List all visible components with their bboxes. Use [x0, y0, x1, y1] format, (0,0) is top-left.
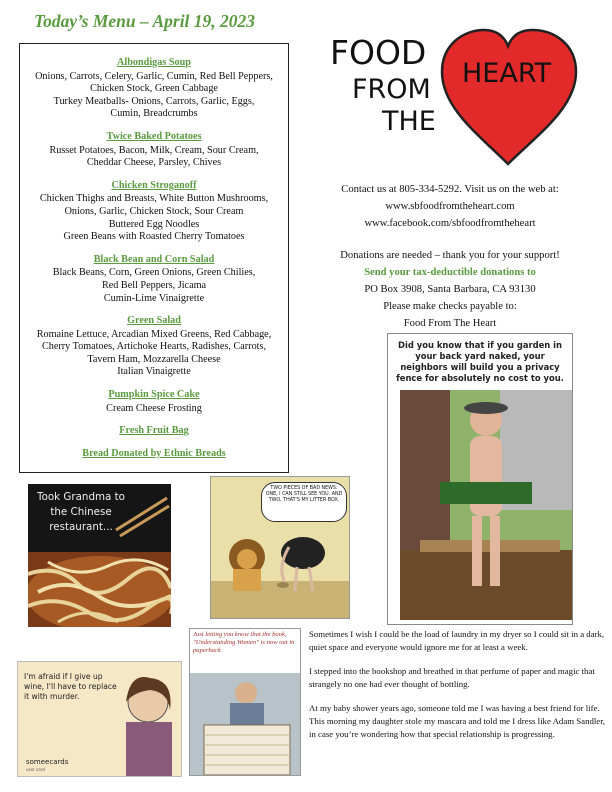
menu-section-line: Cheddar Cheese, Parsley, Chives — [86, 157, 222, 169]
menu-section-line: Black Beans, Corn, Green Onions, Green Chilies, — [52, 267, 256, 279]
joke-paragraph: At my baby shower years ago, someone told me I was having a best friend for life. This morning my daughter stole my mascara and told me I dress like Adam Sandler, in case you’re wondering how that special relationship is progressing. — [309, 702, 605, 740]
wine-meme — [17, 661, 182, 777]
menu-section-line: Cream Cheese Frosting — [106, 402, 202, 414]
garden-meme — [387, 333, 573, 625]
menu-box — [19, 43, 289, 473]
heart-icon — [442, 30, 576, 164]
grandma-meme — [28, 484, 171, 627]
menu-section-line: Cumin-Lime Vinaigrette — [103, 292, 205, 304]
menu-section-line: Russet Potatoes, Bacon, Milk, Cream, Sour Cream, — [49, 144, 259, 156]
menu-section — [20, 448, 288, 461]
menu-section-line: Romaine Lettuce, Arcadian Mixed Greens, Red Cabbage, — [36, 328, 272, 340]
menu-section-line: Onions, Garlic, Chicken Stock, Sour Cream — [64, 205, 244, 217]
menu-section-line: Tavern Ham, Mozzarella Cheese — [87, 353, 221, 365]
send-donations-line: Send your tax-deductible donations to — [364, 267, 536, 279]
page-title: Today’s Menu – April 19, 2023 — [34, 11, 256, 31]
menu-section-line: Red Bell Peppers, Jicama — [101, 279, 207, 291]
donations-line: Donations are needed – thank you for your support! — [340, 250, 560, 262]
joke-paragraph: I stepped into the bookshop and breathed in that perfume of paper and magic that strangely no one had ever thought of bottling. — [309, 665, 595, 690]
contact-line: Contact us at 805-334-5292. Visit us on the web at: — [341, 184, 559, 195]
website-link[interactable]: www.sbfoodfromtheheart.com — [385, 200, 515, 212]
logo-from-text: FROM — [352, 74, 431, 105]
logo-heart-text: HEART — [462, 58, 552, 89]
ostrich-cartoon — [210, 476, 350, 619]
logo-the-text: THE — [382, 106, 436, 137]
checks-line: Please make checks payable to: — [383, 300, 517, 312]
garden-meme-caption: Did you know that if you garden in your back yard naked, your neighbors will build you a privacy fence for absolutely no cost to you. — [396, 340, 564, 383]
menu-section-title: Albondigas Soup — [117, 57, 191, 68]
facebook-link[interactable]: www.facebook.com/sbfoodfromtheheart — [364, 217, 536, 229]
menu-section — [20, 57, 288, 121]
menu-section-title: Pumpkin Spice Cake — [108, 389, 200, 401]
menu-section-line: Cherry Tomatoes, Artichoke Hearts, Radishes, Carrots, — [41, 341, 267, 353]
someecards-subtext: user card — [26, 767, 45, 772]
thick-book-icon — [190, 673, 301, 776]
ostrich-speech-bubble: TWO PIECES OF BAD NEWS: ONE, I CAN STILL SEE YOU. AND TWO, THAT'S MY LITTER BOX. — [265, 486, 343, 504]
menu-section — [20, 254, 288, 305]
someecards-logo: someecards — [26, 758, 69, 766]
joke-paragraph: Sometimes I wish I could be the load of laundry in my dryer so I could sit in a dark, quiet space and everyone would ignore me for at least a week. — [309, 629, 605, 653]
menu-section-title: Bread Donated by Ethnic Breads — [82, 447, 226, 459]
menu-section-title: Chicken Stroganoff — [111, 179, 197, 191]
lion-ostrich-icon — [211, 477, 350, 619]
contact-block — [300, 182, 600, 332]
garden-photo-icon — [394, 390, 573, 620]
menu-section-line: Chicken Thighs and Breasts, White Button Mushrooms, — [39, 193, 269, 205]
menu-section-title: Green Salad — [127, 315, 181, 327]
menu-section-line: Chicken Stock, Green Cabbage — [90, 83, 218, 95]
menu-section — [20, 425, 288, 438]
menu-section — [20, 180, 288, 244]
book-meme-caption: Just letting you know that the book, "Understanding Women" is now out in paperback — [193, 631, 295, 655]
menu-section-title: Twice Baked Potatoes — [106, 130, 202, 142]
payee-line: Food From The Heart — [403, 317, 497, 329]
menu-section-line: Cumin, Breadcrumbs — [110, 108, 198, 120]
jokes-section — [309, 628, 607, 752]
food-from-the-heart-logo — [330, 26, 600, 170]
menu-section-line: Turkey Meatballs- Onions, Carrots, Garlic, Eggs, — [53, 95, 255, 107]
menu-section — [20, 389, 288, 415]
wine-meme-caption: I'm afraid if I give up wine, I'll have to replace it with murder. — [24, 672, 117, 701]
menu-section-line: Onions, Carrots, Celery, Garlic, Cumin, Red Bell Peppers, — [35, 70, 273, 82]
menu-section-line: Italian Vinaigrette — [117, 366, 191, 378]
menu-section — [20, 131, 288, 170]
menu-section-title: Fresh Fruit Bag — [119, 425, 189, 437]
menu-section-line: Green Beans with Roasted Cherry Tomatoes — [63, 231, 245, 243]
book-meme — [189, 628, 301, 776]
po-box-line: PO Box 3908, Santa Barbara, CA 93130 — [364, 283, 536, 295]
grandma-meme-caption: Took Grandma to the Chinese restaurant... — [37, 491, 125, 533]
menu-section-line: Buttered Egg Noodles — [108, 218, 200, 230]
noodles-icon — [28, 484, 171, 627]
logo-food-text: FOOD — [330, 33, 427, 72]
menu-section — [20, 315, 288, 379]
menu-section-title: Black Bean and Corn Salad — [93, 253, 215, 265]
